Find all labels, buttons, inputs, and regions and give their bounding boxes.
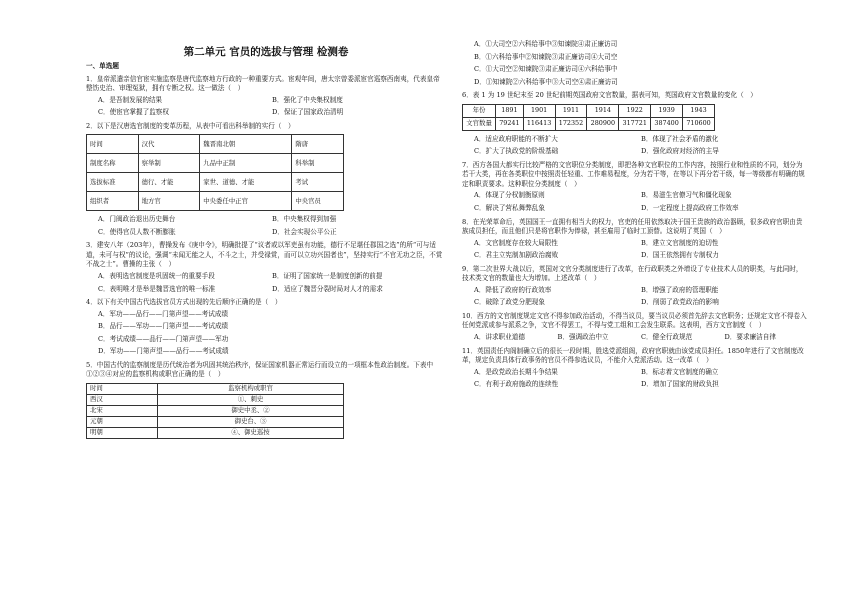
question-stem: 6．表 1 为 19 世纪末至 20 世纪前期英国政府文官数量，据表可知，英国政府文官数量的变化（ ）: [462, 91, 757, 100]
question-stem: 9．第二次世界大战以后，英国对文官分类制度进行了改革，在行政职类之外增设了专业技术人员的职类，与此同时，技术类文官的数量也大为增加。上述改革（ ）: [462, 264, 803, 283]
table-cell: 387400: [651, 117, 683, 130]
question-stem: 5．中国古代的监察制度是历代统治者为巩固其统治秩序，保证国家机器正常运行而设立的一项框本性政治制度。下表中①②③④对应的监察机构或职官正确的是（ ）: [86, 360, 434, 379]
selection-system-table: [86, 134, 344, 211]
table-cell: 隋唐: [292, 135, 344, 154]
left-column: [86, 44, 446, 443]
table-cell: 九品中正制: [200, 154, 292, 173]
table-cell: 年份: [463, 104, 496, 117]
option-c[interactable]: C．健全行政规范: [641, 333, 693, 342]
table-row: [87, 135, 344, 154]
question-1: [86, 75, 446, 118]
option-d[interactable]: D．适应了魏晋分裂时局对人才的需求: [272, 284, 383, 293]
table-cell: 1901: [523, 104, 555, 117]
table-cell: 1911: [555, 104, 587, 117]
question-9: [462, 265, 808, 308]
option-d[interactable]: D．要求廉洁自律: [724, 333, 776, 342]
option-d[interactable]: D．保证了国家政治清明: [272, 108, 344, 117]
option-b[interactable]: B．增强了政府的管理职能: [641, 285, 719, 294]
table-cell: 116413: [523, 117, 555, 130]
option-b[interactable]: B．建立文官制度的迫切性: [641, 238, 719, 247]
question-11: [462, 347, 808, 390]
option-c[interactable]: C．表明唯才是举是魏晋选官的唯一标准: [98, 284, 216, 293]
table-cell: 御史台、③: [158, 416, 344, 427]
question-7: [462, 161, 808, 214]
table-cell: 79241: [496, 117, 523, 130]
option-a[interactable]: A．是吾制发展的结果: [98, 95, 163, 104]
table-cell: 监察机构或职官: [158, 383, 344, 394]
question-3: [86, 241, 446, 294]
document-title: 第二单元 官员的选拔与管理 检测卷: [183, 46, 349, 58]
table-row: [87, 427, 344, 438]
civil-servant-table: [462, 104, 715, 131]
table-cell: 元朝: [87, 416, 158, 427]
option-c[interactable]: C．使宦官掌握了监察权: [98, 108, 169, 117]
table-cell: 317721: [619, 117, 651, 130]
option-b[interactable]: B．中央集权得到加强: [272, 215, 337, 224]
option-b[interactable]: B．品行——军功——门第声望——考试成绩: [98, 322, 229, 331]
option-c[interactable]: C．君主立宪制加剧政治腐败: [474, 251, 559, 260]
table-cell: ①、刺史: [158, 394, 344, 405]
table-cell: 北宋: [87, 405, 158, 416]
question-stem: 3．建安八年（203年），曹操发布《庚申令》，明确批提了“议者或以军吏虽有功能，德行不足堪任郡国之选”的所“可与适道，未可与权”的议论，强调“未闻无能之人，不斗之士，并受禄赏，而可以立功兴国者也”，坚持实行“不官无功之臣，不赏不战之士”。曹操的主张（ ）: [86, 241, 443, 269]
option-a[interactable]: A．讲求职业道德: [474, 333, 525, 342]
question-8: [462, 218, 808, 261]
table-cell: 明朝: [87, 427, 158, 438]
option-d[interactable]: D．军功——门第声望——品行——考试成绩: [98, 347, 229, 356]
option-d[interactable]: D．①知谏院②六科给事中③大司空④肃正廉访司: [474, 77, 618, 86]
table-cell: 御史中丞、②: [158, 405, 344, 416]
right-column: [462, 40, 808, 394]
option-a[interactable]: A．门阀政治退出历史舞台: [98, 215, 176, 224]
section-heading: 一、单选题: [86, 62, 119, 70]
option-d[interactable]: D．一定程度上提高政府工作效率: [641, 204, 739, 213]
table-cell: ④、御史巡按: [158, 427, 344, 438]
option-b[interactable]: B．体现了社会矛盾的激化: [641, 134, 719, 143]
table-row: [463, 104, 715, 117]
table-cell: 组织者: [87, 192, 139, 211]
table-cell: 1914: [587, 104, 619, 117]
question-4: [86, 298, 446, 357]
option-d[interactable]: D．强化政府对经济的主导: [641, 147, 719, 156]
table-cell: 家世、道德、才能: [200, 173, 292, 192]
option-a[interactable]: A．文官制度存在较大局限性: [474, 238, 558, 247]
table-cell: 西汉: [87, 394, 158, 405]
option-a[interactable]: A．适应政府职能的不断扩大: [474, 134, 558, 143]
option-b[interactable]: B．易滋生官僚习气和僵化现象: [641, 191, 732, 200]
table-cell: 选拔标准: [87, 173, 139, 192]
option-a[interactable]: A．①大司空②六科给事中③知谏院④肃正廉访司: [474, 40, 618, 48]
question-stem: 4．以下有关中国古代选拔官员方式出现的先后顺序正确的是（ ）: [86, 298, 282, 307]
supervision-table: [86, 383, 344, 439]
option-b[interactable]: B．标志着文官制度的确立: [641, 367, 719, 376]
table-cell: 280900: [587, 117, 619, 130]
option-a[interactable]: A．体现了分权制衡原则: [474, 191, 545, 200]
question-stem: 2．以下是汉唐选官制度的变革历程，从表中可看出科举制的实行（ ）: [86, 121, 295, 130]
table-cell: 察举制: [138, 154, 200, 173]
option-a[interactable]: A．表明选官制度是巩固统一的重要手段: [98, 272, 215, 281]
option-d[interactable]: D．削弱了政党政治的影响: [641, 298, 719, 307]
table-cell: 时间: [87, 383, 158, 394]
table-cell: 科举制: [292, 154, 344, 173]
table-cell: 1922: [619, 104, 651, 117]
option-c[interactable]: C．①大司空②知谏院③肃正廉访司④六科给事中: [474, 65, 618, 74]
table-cell: 魏晋南北朝: [200, 135, 292, 154]
question-stem: 10．西方的文官制度规定文官不得参加政治活动，不得当议员，要当议员必须首先辞去文官职务；还规定文官不得卷入任何党派或参与派系之争，文官不得罢工，不得与党工组和工会发生联系。这表明，西方文官制度（ ）: [462, 311, 807, 330]
question-stem: 8．在光荣革命后，英国国王一直拥有相当大的权力，官吏的任用依然取决于国王贵族的政治器顾，很多政府官职由贵族成员担任，而且他们只是将官职作为俸禄，甚至雇用了临时工顶替。这说明了英国（ ）: [462, 217, 803, 236]
table-cell: 1939: [651, 104, 683, 117]
option-a[interactable]: A．降低了政府的行政效率: [474, 285, 552, 294]
table-cell: 德行、才能: [138, 173, 200, 192]
table-cell: 1891: [496, 104, 523, 117]
question-5-options: [474, 40, 808, 87]
option-a[interactable]: A．是政党政治长期斗争结果: [474, 367, 558, 376]
table-cell: 710600: [683, 117, 715, 130]
table-cell: 172352: [555, 117, 587, 130]
option-b[interactable]: B．证明了国家统一是制度创新的前提: [272, 272, 383, 281]
table-cell: 中央委任中正官: [200, 192, 292, 211]
table-row: [87, 192, 344, 211]
question-stem: 1．皇帝派遣亲信官宦实施监察是唐代监察地方行政的一种重要方式。宦观年间，唐太宗曾委派宦官巡察西南夷，代表皇帝整饬史治、审理冤狱，拥有专断之权。这一做法（ ）: [86, 74, 440, 93]
question-stem: 11．英国责任内阁制确立后的很长一段时期，胜选党派组阁，政府官职就由该党成员担任。1850年进行了文官制度改革，规定负责具体行政事务的官员不得参选议员，不能介入党派活动。这一改革（ ）: [462, 346, 804, 365]
table-cell: 1943: [683, 104, 715, 117]
question-5: [86, 361, 446, 439]
table-row: [87, 416, 344, 427]
table-row: [87, 394, 344, 405]
option-b[interactable]: B．强调政治中立: [557, 333, 609, 342]
table-cell: 地方官: [138, 192, 200, 211]
option-d[interactable]: D．国王依然拥有专制权力: [641, 251, 719, 260]
table-cell: 制度名称: [87, 154, 139, 173]
option-b[interactable]: B．强化了中央集权制度: [272, 95, 343, 104]
table-row: [87, 405, 344, 416]
option-c[interactable]: C．有利于政府施政的连续性: [474, 380, 559, 389]
table-cell: 考试: [292, 173, 344, 192]
question-2: [86, 122, 446, 238]
table-cell: 中央官员: [292, 192, 344, 211]
option-a[interactable]: A．军功——品行——门第声望——考试成绩: [98, 309, 229, 318]
table-row: [87, 154, 344, 173]
option-c[interactable]: C．解决了营私舞弊乱象: [474, 204, 545, 213]
table-row: [463, 117, 715, 130]
question-10: [462, 312, 808, 343]
table-row: [87, 383, 344, 394]
option-c[interactable]: C．破除了政党分肥现象: [474, 298, 545, 307]
option-b[interactable]: B．①六科给事中②知谏院③肃正廉访司④大司空: [474, 52, 618, 61]
question-6: [462, 91, 808, 157]
question-stem: 7．西方各国大都实行比较严格的文官职位分类制度，即把各种文官职位的工作内容，按照行业和性质的不同，划分为若干大类，再在各类职位中按照责任轻重、工作难易程度，分为若干等，在等以下再分若干级，每一等级都有明确的规定和职责要求。这种职位分类制度（ ）: [462, 160, 805, 188]
option-d[interactable]: D．社会实现公平公正: [272, 227, 337, 236]
table-cell: 汉代: [138, 135, 200, 154]
option-c[interactable]: C．扩大了执政党的阶级基础: [474, 147, 559, 156]
table-cell: 文官数量: [463, 117, 496, 130]
table-cell: 时间: [87, 135, 139, 154]
option-c[interactable]: C．考试成绩——品行——门第声望——军功: [98, 334, 229, 343]
option-c[interactable]: C．使得官员人数不断膨胀: [98, 227, 176, 236]
table-row: [87, 173, 344, 192]
option-d[interactable]: D．增加了国家的财政负担: [641, 380, 719, 389]
